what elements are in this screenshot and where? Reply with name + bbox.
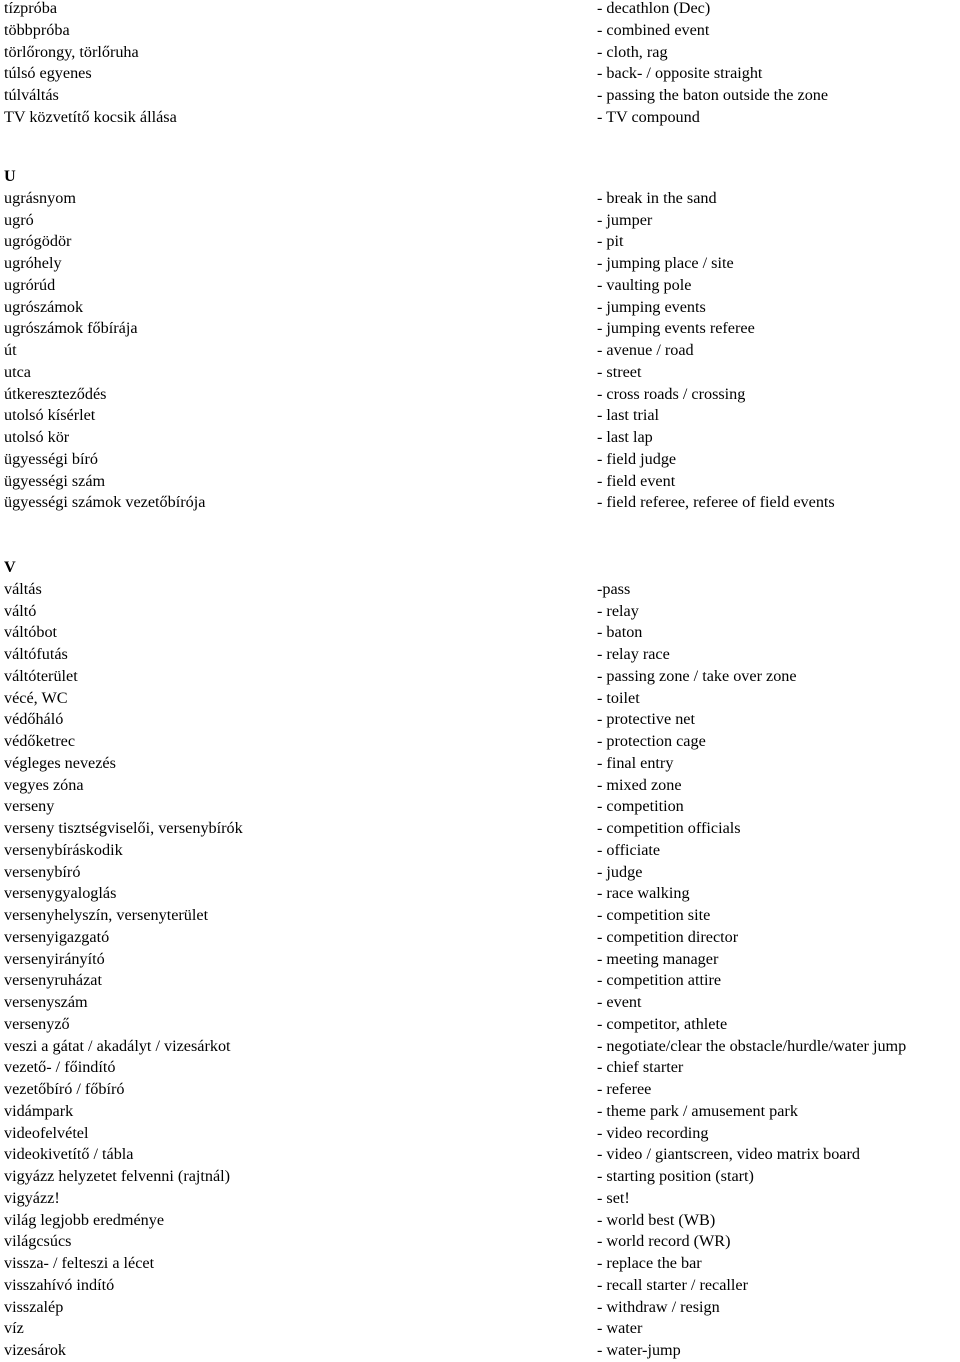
english-translation: - last trial [597, 406, 660, 425]
english-translation: - meeting manager [597, 949, 719, 968]
hungarian-term: túlváltás [4, 86, 59, 104]
glossary-entry [0, 253, 960, 275]
hungarian-term: videofelvétel [4, 1123, 89, 1142]
hungarian-term: versenyszám [4, 993, 88, 1011]
english-translation: - competition director [597, 927, 739, 946]
english-translation: - chief starter [597, 1058, 684, 1077]
english-translation: - judge [597, 862, 643, 881]
hungarian-term: ugrásnyom [4, 188, 76, 207]
glossary-entry [0, 210, 960, 232]
english-translation: - officiate [597, 840, 661, 859]
glossary-entry [0, 1231, 960, 1253]
hungarian-term: versenyruházat [4, 971, 102, 990]
glossary-entry [0, 85, 960, 107]
glossary-entry [0, 231, 960, 253]
glossary-entry [0, 297, 960, 319]
hungarian-term: utolsó kísérlet [4, 406, 96, 425]
hungarian-term: visszahívó indító [4, 1275, 115, 1294]
glossary-entry [0, 622, 960, 644]
hungarian-term: versenyirányító [4, 949, 105, 968]
section-letter-heading: U [4, 167, 16, 185]
glossary-section-t [0, 0, 960, 129]
glossary-entry [0, 579, 960, 601]
glossary-section-v [0, 557, 960, 1362]
hungarian-term: vezető- / főindító [4, 1058, 116, 1077]
english-translation: - jumping place / site [597, 254, 734, 272]
hungarian-term: TV közvetítő kocsik állása [4, 107, 177, 126]
glossary-entry [0, 1166, 960, 1188]
english-translation: - race walking [597, 884, 690, 903]
glossary-entry [0, 63, 960, 85]
glossary-entry [0, 1144, 960, 1166]
hungarian-term: váltóterület [4, 666, 78, 685]
hungarian-term: ugrószámok főbírája [4, 319, 138, 338]
glossary-entry [0, 666, 960, 688]
english-translation: - world best (WB) [597, 1210, 716, 1229]
english-translation: - break in the sand [597, 188, 717, 207]
hungarian-term: utca [4, 362, 31, 381]
english-translation: - theme park / amusement park [597, 1101, 798, 1120]
english-translation: - decathlon (Dec) [597, 0, 711, 17]
hungarian-term: váltófutás [4, 645, 68, 663]
glossary-entry [0, 1318, 960, 1340]
english-translation: - recall starter / recaller [597, 1275, 748, 1294]
hungarian-term: vidámpark [4, 1101, 74, 1120]
glossary-entry [0, 107, 960, 129]
hungarian-term: tízpróba [4, 0, 58, 17]
glossary-entry [0, 340, 960, 362]
glossary-entry [0, 275, 960, 297]
glossary-entry [0, 949, 960, 971]
glossary-entry [0, 362, 960, 384]
english-translation: - world record (WR) [597, 1232, 731, 1251]
english-translation: - street [597, 362, 642, 381]
hungarian-term: versenybíró [4, 862, 81, 881]
hungarian-term: vigyázz! [4, 1188, 60, 1207]
hungarian-term: váltó [4, 601, 37, 620]
glossary-entry [0, 492, 960, 514]
english-translation: -pass [597, 579, 631, 598]
glossary-entry [0, 927, 960, 949]
hungarian-term: versenyigazgató [4, 927, 110, 946]
glossary-entry [0, 862, 960, 884]
english-translation: - relay [597, 601, 639, 620]
glossary-entry [0, 644, 960, 666]
english-translation: - starting position (start) [597, 1167, 754, 1185]
english-translation: - cloth, rag [597, 42, 668, 61]
english-translation: - pit [597, 232, 624, 251]
english-translation: - competition [597, 797, 684, 816]
glossary-entry [0, 449, 960, 471]
hungarian-term: vécé, WC [4, 688, 68, 707]
glossary-entry [0, 905, 960, 927]
english-translation: - jumping events [597, 297, 706, 316]
hungarian-term: versenyhelyszín, versenyterület [4, 906, 209, 924]
glossary-entry [0, 1297, 960, 1319]
hungarian-term: víz [4, 1319, 24, 1338]
hungarian-term: ugrószámok [4, 297, 84, 316]
english-translation: - passing the baton outside the zone [597, 86, 829, 104]
english-translation: - jumper [597, 210, 653, 229]
english-translation: - baton [597, 623, 643, 642]
glossary-entry [0, 0, 960, 20]
hungarian-term: végleges nevezés [4, 753, 116, 772]
hungarian-term: vigyázz helyzetet felvenni (rajtnál) [4, 1167, 231, 1185]
english-translation: - replace the bar [597, 1254, 702, 1272]
hungarian-term: világ legjobb eredménye [4, 1210, 165, 1229]
hungarian-term: vezetőbíró / főbíró [4, 1080, 125, 1098]
hungarian-term: törlőrongy, törlőruha [4, 42, 139, 61]
hungarian-term: ügyességi szám [4, 471, 106, 490]
english-translation: - withdraw / resign [597, 1297, 720, 1316]
hungarian-term: versenygyaloglás [4, 884, 117, 903]
english-translation: - TV compound [597, 107, 700, 126]
glossary-entry [0, 1275, 960, 1297]
english-translation: - field judge [597, 449, 677, 468]
hungarian-term: váltóbot [4, 623, 58, 642]
glossary-entry [0, 775, 960, 797]
hungarian-term: vegyes zóna [4, 775, 84, 794]
glossary-entry [0, 42, 960, 64]
hungarian-term: többpróba [4, 20, 70, 39]
glossary-entry [0, 709, 960, 731]
hungarian-term: váltás [4, 579, 42, 598]
glossary-entry [0, 818, 960, 840]
glossary-entry [0, 1079, 960, 1101]
english-translation: - field event [597, 471, 676, 490]
glossary-entry [0, 1014, 960, 1036]
hungarian-term: ugrógödör [4, 232, 72, 251]
hungarian-term: versenybíráskodik [4, 840, 123, 859]
english-translation: - water [597, 1319, 643, 1338]
hungarian-term: verseny tisztségviselői, versenybírók [4, 819, 243, 837]
english-translation: - water-jump [597, 1341, 681, 1359]
english-translation: - video recording [597, 1123, 709, 1142]
english-translation: - negotiate/clear the obstacle/hurdle/water jump [597, 1036, 907, 1055]
hungarian-term: verseny [4, 797, 55, 816]
english-translation: - referee [597, 1080, 652, 1098]
hungarian-term: védőketrec [4, 732, 76, 750]
glossary-entry [0, 731, 960, 753]
hungarian-term: ügyességi számok vezetőbírója [4, 493, 206, 512]
english-translation: - passing zone / take over zone [597, 666, 797, 685]
glossary-entry [0, 1188, 960, 1210]
glossary-entry [0, 796, 960, 818]
english-translation: - competitor, athlete [597, 1014, 728, 1033]
section-letter-heading: V [4, 558, 16, 576]
english-translation: - video / giantscreen, video matrix board [597, 1145, 860, 1164]
hungarian-term: út [4, 341, 17, 359]
glossary-entry [0, 188, 960, 210]
glossary-entry [0, 1036, 960, 1058]
glossary-entry [0, 427, 960, 449]
english-translation: - field referee, referee of field events [597, 493, 835, 512]
hungarian-term: ügyességi bíró [4, 449, 98, 468]
glossary-entry [0, 601, 960, 623]
english-translation: - vaulting pole [597, 275, 692, 294]
glossary-entry [0, 840, 960, 862]
hungarian-term: videokivetítő / tábla [4, 1145, 134, 1164]
english-translation: - toilet [597, 688, 640, 707]
hungarian-term: túlsó egyenes [4, 64, 92, 83]
hungarian-term: ugróhely [4, 254, 62, 272]
glossary-entry [0, 1101, 960, 1123]
english-translation: - relay race [597, 645, 670, 663]
english-translation: - protective net [597, 710, 695, 729]
english-translation: - back- / opposite straight [597, 64, 763, 83]
glossary-entry [0, 883, 960, 905]
glossary-entry [0, 318, 960, 340]
glossary-entry [0, 20, 960, 42]
glossary-entry [0, 1253, 960, 1275]
hungarian-term: vizesárok [4, 1341, 67, 1359]
english-translation: - last lap [597, 428, 653, 446]
hungarian-term: világcsúcs [4, 1232, 72, 1251]
english-translation: - cross roads / crossing [597, 384, 746, 403]
glossary-entry [0, 688, 960, 710]
english-translation: - event [597, 993, 642, 1011]
glossary-section-u [0, 166, 960, 514]
hungarian-term: ugró [4, 210, 34, 229]
glossary-entry [0, 1340, 960, 1362]
hungarian-term: útkereszteződés [4, 384, 107, 403]
english-translation: - competition attire [597, 971, 722, 990]
english-translation: - protection cage [597, 732, 706, 750]
glossary-entry [0, 753, 960, 775]
english-translation: - competition officials [597, 819, 741, 837]
hungarian-term: utolsó kör [4, 428, 70, 446]
english-translation: - jumping events referee [597, 319, 755, 338]
glossary-entry [0, 1123, 960, 1145]
glossary-entry [0, 1210, 960, 1232]
hungarian-term: védőháló [4, 710, 64, 729]
glossary-entry [0, 384, 960, 406]
glossary-entry [0, 471, 960, 493]
english-translation: - competition site [597, 906, 711, 924]
glossary-entry [0, 992, 960, 1014]
hungarian-term: visszalép [4, 1297, 64, 1316]
hungarian-term: vissza- / felteszi a lécet [4, 1254, 155, 1272]
glossary-entry [0, 970, 960, 992]
hungarian-term: veszi a gátat / akadályt / vizesárkot [4, 1036, 231, 1055]
english-translation: - set! [597, 1188, 630, 1207]
hungarian-term: versenyző [4, 1014, 70, 1033]
hungarian-term: ugrórúd [4, 275, 56, 294]
english-translation: - combined event [597, 20, 710, 39]
english-translation: - final entry [597, 753, 674, 772]
english-translation: - avenue / road [597, 341, 694, 359]
glossary-entry [0, 405, 960, 427]
glossary-entry [0, 1057, 960, 1079]
english-translation: - mixed zone [597, 775, 682, 794]
